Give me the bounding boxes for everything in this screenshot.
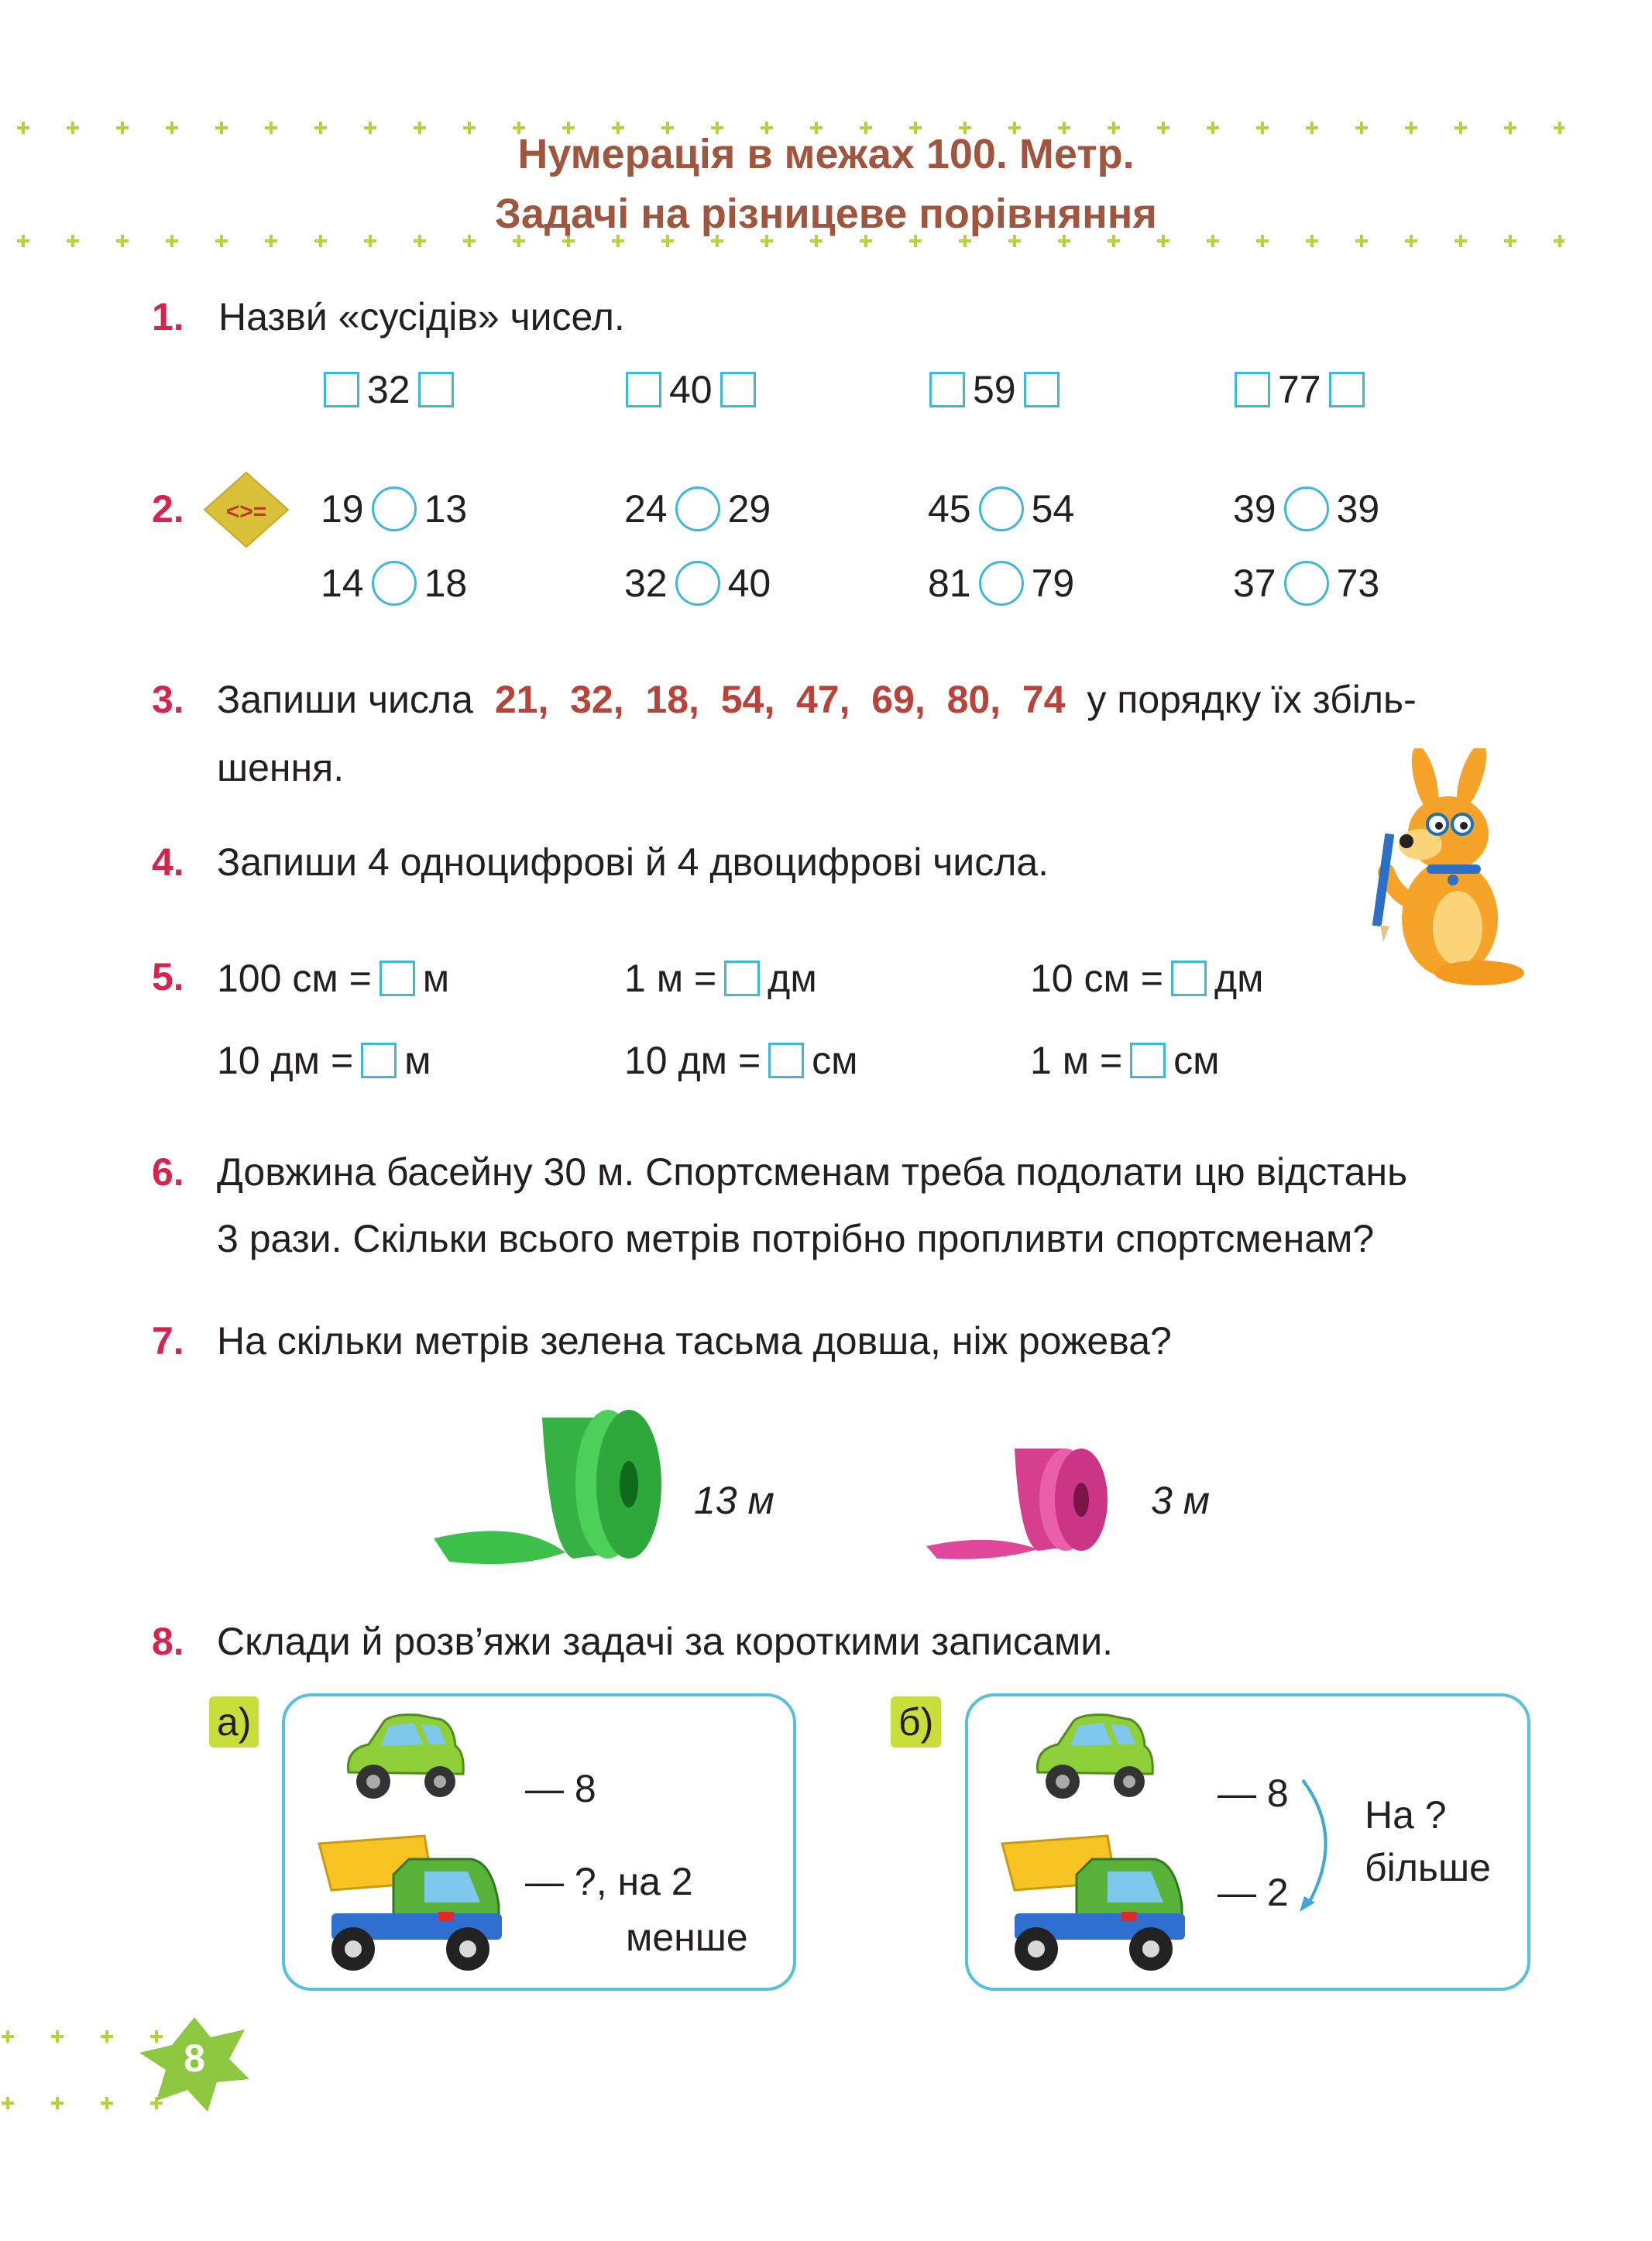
compare-circle[interactable] <box>1284 561 1329 606</box>
decorative-dot <box>2 2097 14 2109</box>
panel-a-truck-value: — ?, на 2 <box>525 1860 693 1903</box>
conversion-left: 1 м = <box>1030 1039 1123 1082</box>
task-3-number: 3. <box>152 678 184 721</box>
answer-box[interactable] <box>361 1043 397 1078</box>
answer-box[interactable] <box>380 961 415 996</box>
decorative-dot <box>101 2097 113 2109</box>
panel-a-truck-note: менше <box>626 1916 748 1959</box>
compare-circle[interactable] <box>979 486 1024 531</box>
dump-truck-icon <box>999 1828 1193 1975</box>
compare-pair <box>928 561 1074 606</box>
answer-box[interactable] <box>626 372 661 407</box>
pink-ribbon-roll-icon <box>922 1425 1146 1565</box>
task-3-prefix: Запиши числа <box>217 678 473 721</box>
compare-right: 13 <box>424 487 468 531</box>
conversion-left: 10 дм = <box>217 1039 354 1082</box>
kangaroo-mascot-icon <box>1363 748 1534 988</box>
task-1-neighbors-40 <box>626 367 756 412</box>
green-ribbon-length: 13 м <box>694 1479 774 1522</box>
conversion-unit: м <box>422 957 450 1000</box>
unit-conversion <box>217 956 449 1001</box>
decorative-dot <box>51 2097 64 2109</box>
panel-a-tag: а) <box>209 1696 259 1748</box>
answer-box[interactable] <box>929 372 965 407</box>
task-7-number: 7. <box>152 1319 184 1363</box>
answer-box[interactable] <box>1171 961 1207 996</box>
compare-right: 29 <box>727 487 771 531</box>
compare-circle[interactable] <box>372 561 417 606</box>
task-1-neighbors-59 <box>929 367 1060 412</box>
task-2-number: 2. <box>152 487 184 531</box>
unit-conversion <box>1030 1038 1220 1083</box>
task-6-line-1: Довжина басейну 30 м. Спортсменам треба подолати цю відстань <box>217 1150 1408 1194</box>
unit-conversion <box>624 956 817 1001</box>
task-1-neighbors-32 <box>324 367 454 412</box>
compare-right: 54 <box>1031 487 1075 531</box>
compare-left: 19 <box>321 487 364 531</box>
short-record-panel-a <box>282 1693 796 1991</box>
task-1-number-value: 40 <box>669 368 713 411</box>
task-1-number-value: 59 <box>973 368 1016 411</box>
conversion-unit: дм <box>1214 957 1264 1000</box>
compare-left: 32 <box>624 562 668 605</box>
conversion-unit: м <box>404 1039 431 1082</box>
page-number: 8 <box>184 2036 205 2080</box>
compare-left: 37 <box>1233 562 1276 605</box>
conversion-left: 10 дм = <box>624 1039 761 1082</box>
compare-right: 73 <box>1336 562 1380 605</box>
compare-right: 40 <box>727 562 771 605</box>
short-record-panel-b <box>965 1693 1530 1991</box>
task-1-number-value: 32 <box>367 368 410 411</box>
task-3-line-1 <box>217 677 1417 722</box>
task-4-number: 4. <box>152 840 184 884</box>
answer-box[interactable] <box>1024 372 1060 407</box>
decorative-dot <box>51 2030 64 2043</box>
answer-box[interactable] <box>324 372 359 407</box>
compare-pair <box>928 486 1074 531</box>
compare-pair <box>1233 486 1379 531</box>
compare-signs-symbols: <>= <box>225 499 267 524</box>
compare-right: 39 <box>1336 487 1380 531</box>
panel-b-car-value: — 8 <box>1218 1772 1289 1815</box>
compare-circle[interactable] <box>675 561 720 606</box>
compare-signs-icon <box>203 471 290 548</box>
compare-left: 14 <box>321 562 364 605</box>
task-4-text: Запиши 4 одноцифрові й 4 двоцифрові числа. <box>217 840 1049 884</box>
unit-conversion <box>1030 956 1264 1001</box>
curved-arrow-icon <box>1295 1775 1349 1915</box>
compare-circle[interactable] <box>1284 486 1329 531</box>
task-1-text: Назви́ «сусідів» чисел. <box>218 295 625 339</box>
answer-box[interactable] <box>1329 372 1365 407</box>
compare-pair <box>321 561 467 606</box>
task-1-neighbors-77 <box>1235 367 1365 412</box>
conversion-left: 10 см = <box>1030 957 1163 1000</box>
compare-pair <box>624 486 771 531</box>
task-3-line-2: шення. <box>217 746 345 789</box>
task-7-text: На скільки метрів зелена тасьма довша, ніж рожева? <box>217 1319 1172 1363</box>
panel-b-question-line-1: На ? <box>1365 1793 1447 1837</box>
compare-left: 24 <box>624 487 668 531</box>
compare-circle[interactable] <box>979 561 1024 606</box>
compare-circle[interactable] <box>675 486 720 531</box>
conversion-unit: см <box>1173 1039 1220 1082</box>
conversion-left: 1 м = <box>624 957 717 1000</box>
conversion-left: 100 см = <box>217 957 372 1000</box>
unit-conversion <box>217 1038 431 1083</box>
car-icon <box>1027 1707 1159 1808</box>
compare-pair <box>624 561 771 606</box>
page-title-line-2: Задачі на різницеве порівняння <box>495 191 1157 237</box>
answer-box[interactable] <box>1130 1043 1166 1078</box>
decorative-dot <box>2 2030 14 2043</box>
conversion-unit: дм <box>768 957 817 1000</box>
page-title-line-1: Нумерація в межах 100. Метр. <box>517 131 1135 177</box>
dump-truck-icon <box>316 1828 510 1975</box>
green-ribbon-roll-icon <box>426 1387 689 1572</box>
task-1-number-value: 77 <box>1278 368 1321 411</box>
compare-circle[interactable] <box>372 486 417 531</box>
answer-box[interactable] <box>418 372 454 407</box>
compare-left: 81 <box>928 562 971 605</box>
panel-b-truck-value: — 2 <box>1218 1871 1289 1914</box>
task-5-number: 5. <box>152 955 184 998</box>
compare-right: 79 <box>1031 562 1075 605</box>
panel-a-car-value: — 8 <box>525 1767 596 1810</box>
answer-box[interactable] <box>1235 372 1270 407</box>
answer-box[interactable] <box>720 372 756 407</box>
task-1-number: 1. <box>152 295 184 339</box>
task-6-number: 6. <box>152 1150 184 1194</box>
compare-pair <box>321 486 467 531</box>
compare-pair <box>1233 561 1379 606</box>
compare-left: 39 <box>1233 487 1276 531</box>
answer-box[interactable] <box>768 1043 804 1078</box>
panel-b-question-line-2: більше <box>1365 1846 1491 1889</box>
compare-left: 45 <box>928 487 971 531</box>
task-3-numbers: 21, 32, 18, 54, 47, 69, 80, 74 <box>494 678 1066 721</box>
car-icon <box>338 1707 469 1808</box>
conversion-unit: см <box>812 1039 858 1082</box>
pink-ribbon-length: 3 м <box>1151 1479 1210 1522</box>
task-8-number: 8. <box>152 1620 184 1663</box>
task-8-text: Склади й розв’яжи задачі за короткими записами. <box>217 1620 1114 1663</box>
compare-right: 18 <box>424 562 468 605</box>
panel-b-tag: б) <box>891 1696 941 1748</box>
task-6-line-2: 3 рази. Скільки всього метрів потрібно пропливти спортсменам? <box>217 1217 1375 1260</box>
unit-conversion <box>624 1038 858 1083</box>
decorative-dot <box>101 2030 113 2043</box>
answer-box[interactable] <box>724 961 760 996</box>
task-3-suffix: у порядку їх збіль- <box>1087 678 1417 721</box>
